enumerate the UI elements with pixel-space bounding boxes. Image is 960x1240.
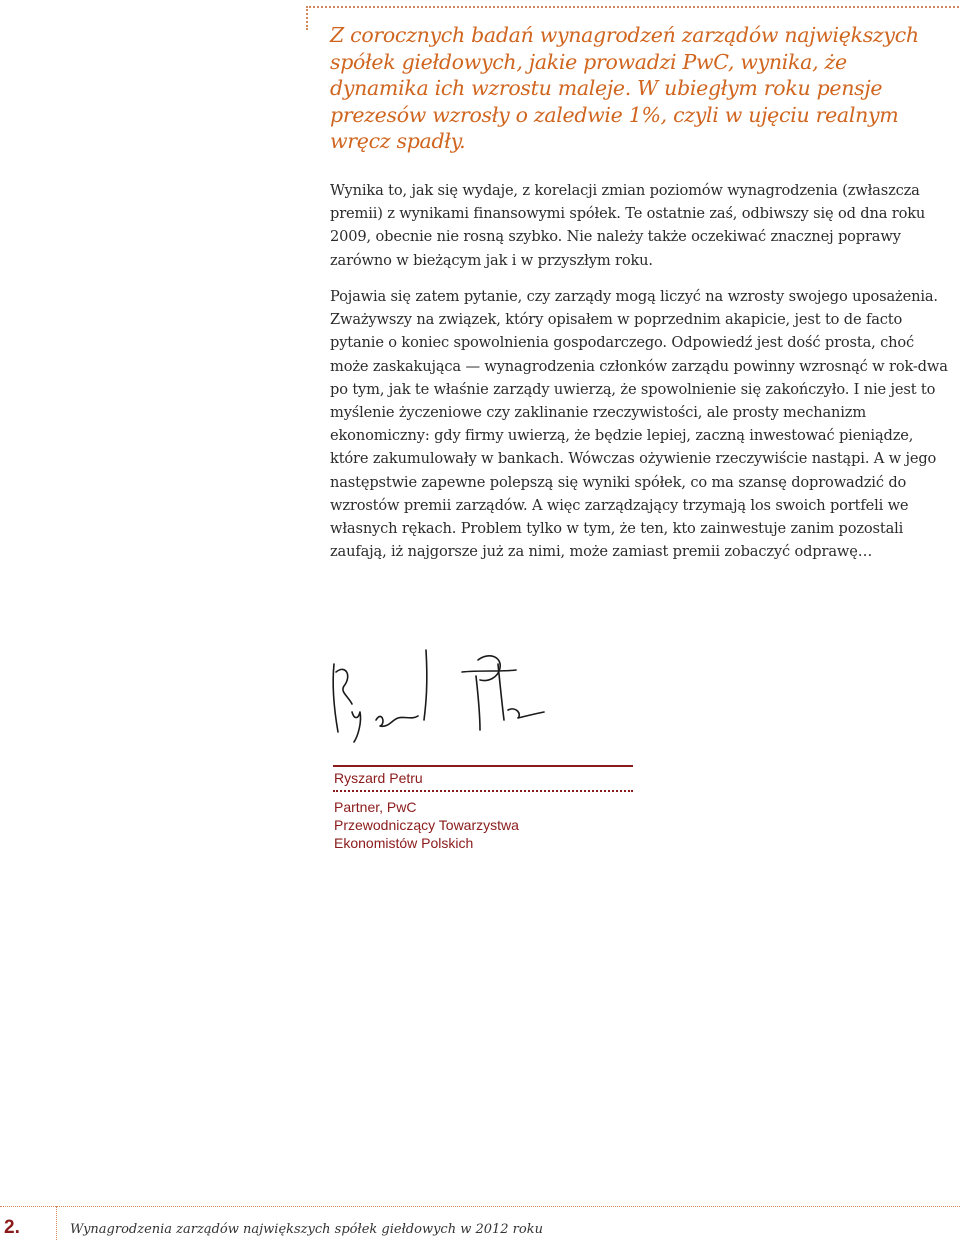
lead-paragraph: Z corocznych badań wynagrodzeń zarządów największych spółek giełdowych, jakie prowadzi PwC, wynika, że dynamika ich wzrostu maleje. W ubiegłym roku pensje prezesów wzrosły o zaledwie 1%, czyli w ujęciu realnym wręcz spadły. (330, 23, 919, 153)
page-number: 2. (4, 1217, 20, 1238)
footer-dotted-divider (56, 1206, 57, 1240)
signatory-role-line: Przewodniczący Towarzystwa (334, 817, 519, 833)
signature-dotted-rule (333, 790, 633, 792)
signatory-role-line: Ekonomistów Polskich (334, 835, 474, 851)
handwritten-signature (312, 624, 582, 754)
signatory-name: Ryszard Petru (334, 770, 423, 786)
signatory-role-line: Partner, PwC (334, 799, 417, 815)
body-paragraph-1: Wynika to, jak się wydaje, z korelacji zmian poziomów wynagrodzenia (zwłaszcza premii) z wynikami finansowymi spółek. Te ostatnie zaś, odbiwszy się od dna roku 2009, obecnie nie rosną szybko. Nie należy także oczekiwać znacznej poprawy zarówno w bieżącym jak i w przyszłym roku. (330, 182, 926, 269)
signature-top-rule (333, 765, 633, 767)
footer-dotted-rule (0, 1206, 960, 1207)
footer-publication-title: Wynagrodzenia zarządów największych spółek giełdowych w 2012 roku (70, 1222, 543, 1237)
signatory-roles (334, 798, 519, 852)
body-paragraph-2: Pojawia się zatem pytanie, czy zarządy mogą liczyć na wzrosty swojego uposażenia. Zważywszy na związek, który opisałem w poprzednim akapicie, jest to de facto pytanie o koniec spowolnienia gospodarczego. Odpowiedź jest dość prosta, choć może zaskakująca — wynagrodzenia członków zarządu powinny wzrosnąć w rok-dwa po tym, jak te właśnie zarządy uwierzą, że spowolnienie się zakończyło. I nie jest to myślenie życzeniowe czy zaklinanie rzeczywistości, ale prosty mechanizm ekonomiczny: gdy firmy uwierzą, że będzie lepiej, zaczną inwestować pieniądze, które zakumulowały w bankach. Wówczas ożywienie rzeczywiście nastąpi. A w jego następstwie zapewne polepszą się wyniki spółek, co ma szansę doprowadzić do wzrostów premii zarządów. A więc zarządzający trzymają los swoich portfeli we własnych rękach. Problem tylko w tym, że ten, kto zainwestuje zanim pozostali zaufają, iż najgorsze już za nimi, może zamiast premii zobaczyć odprawę… (330, 288, 948, 561)
